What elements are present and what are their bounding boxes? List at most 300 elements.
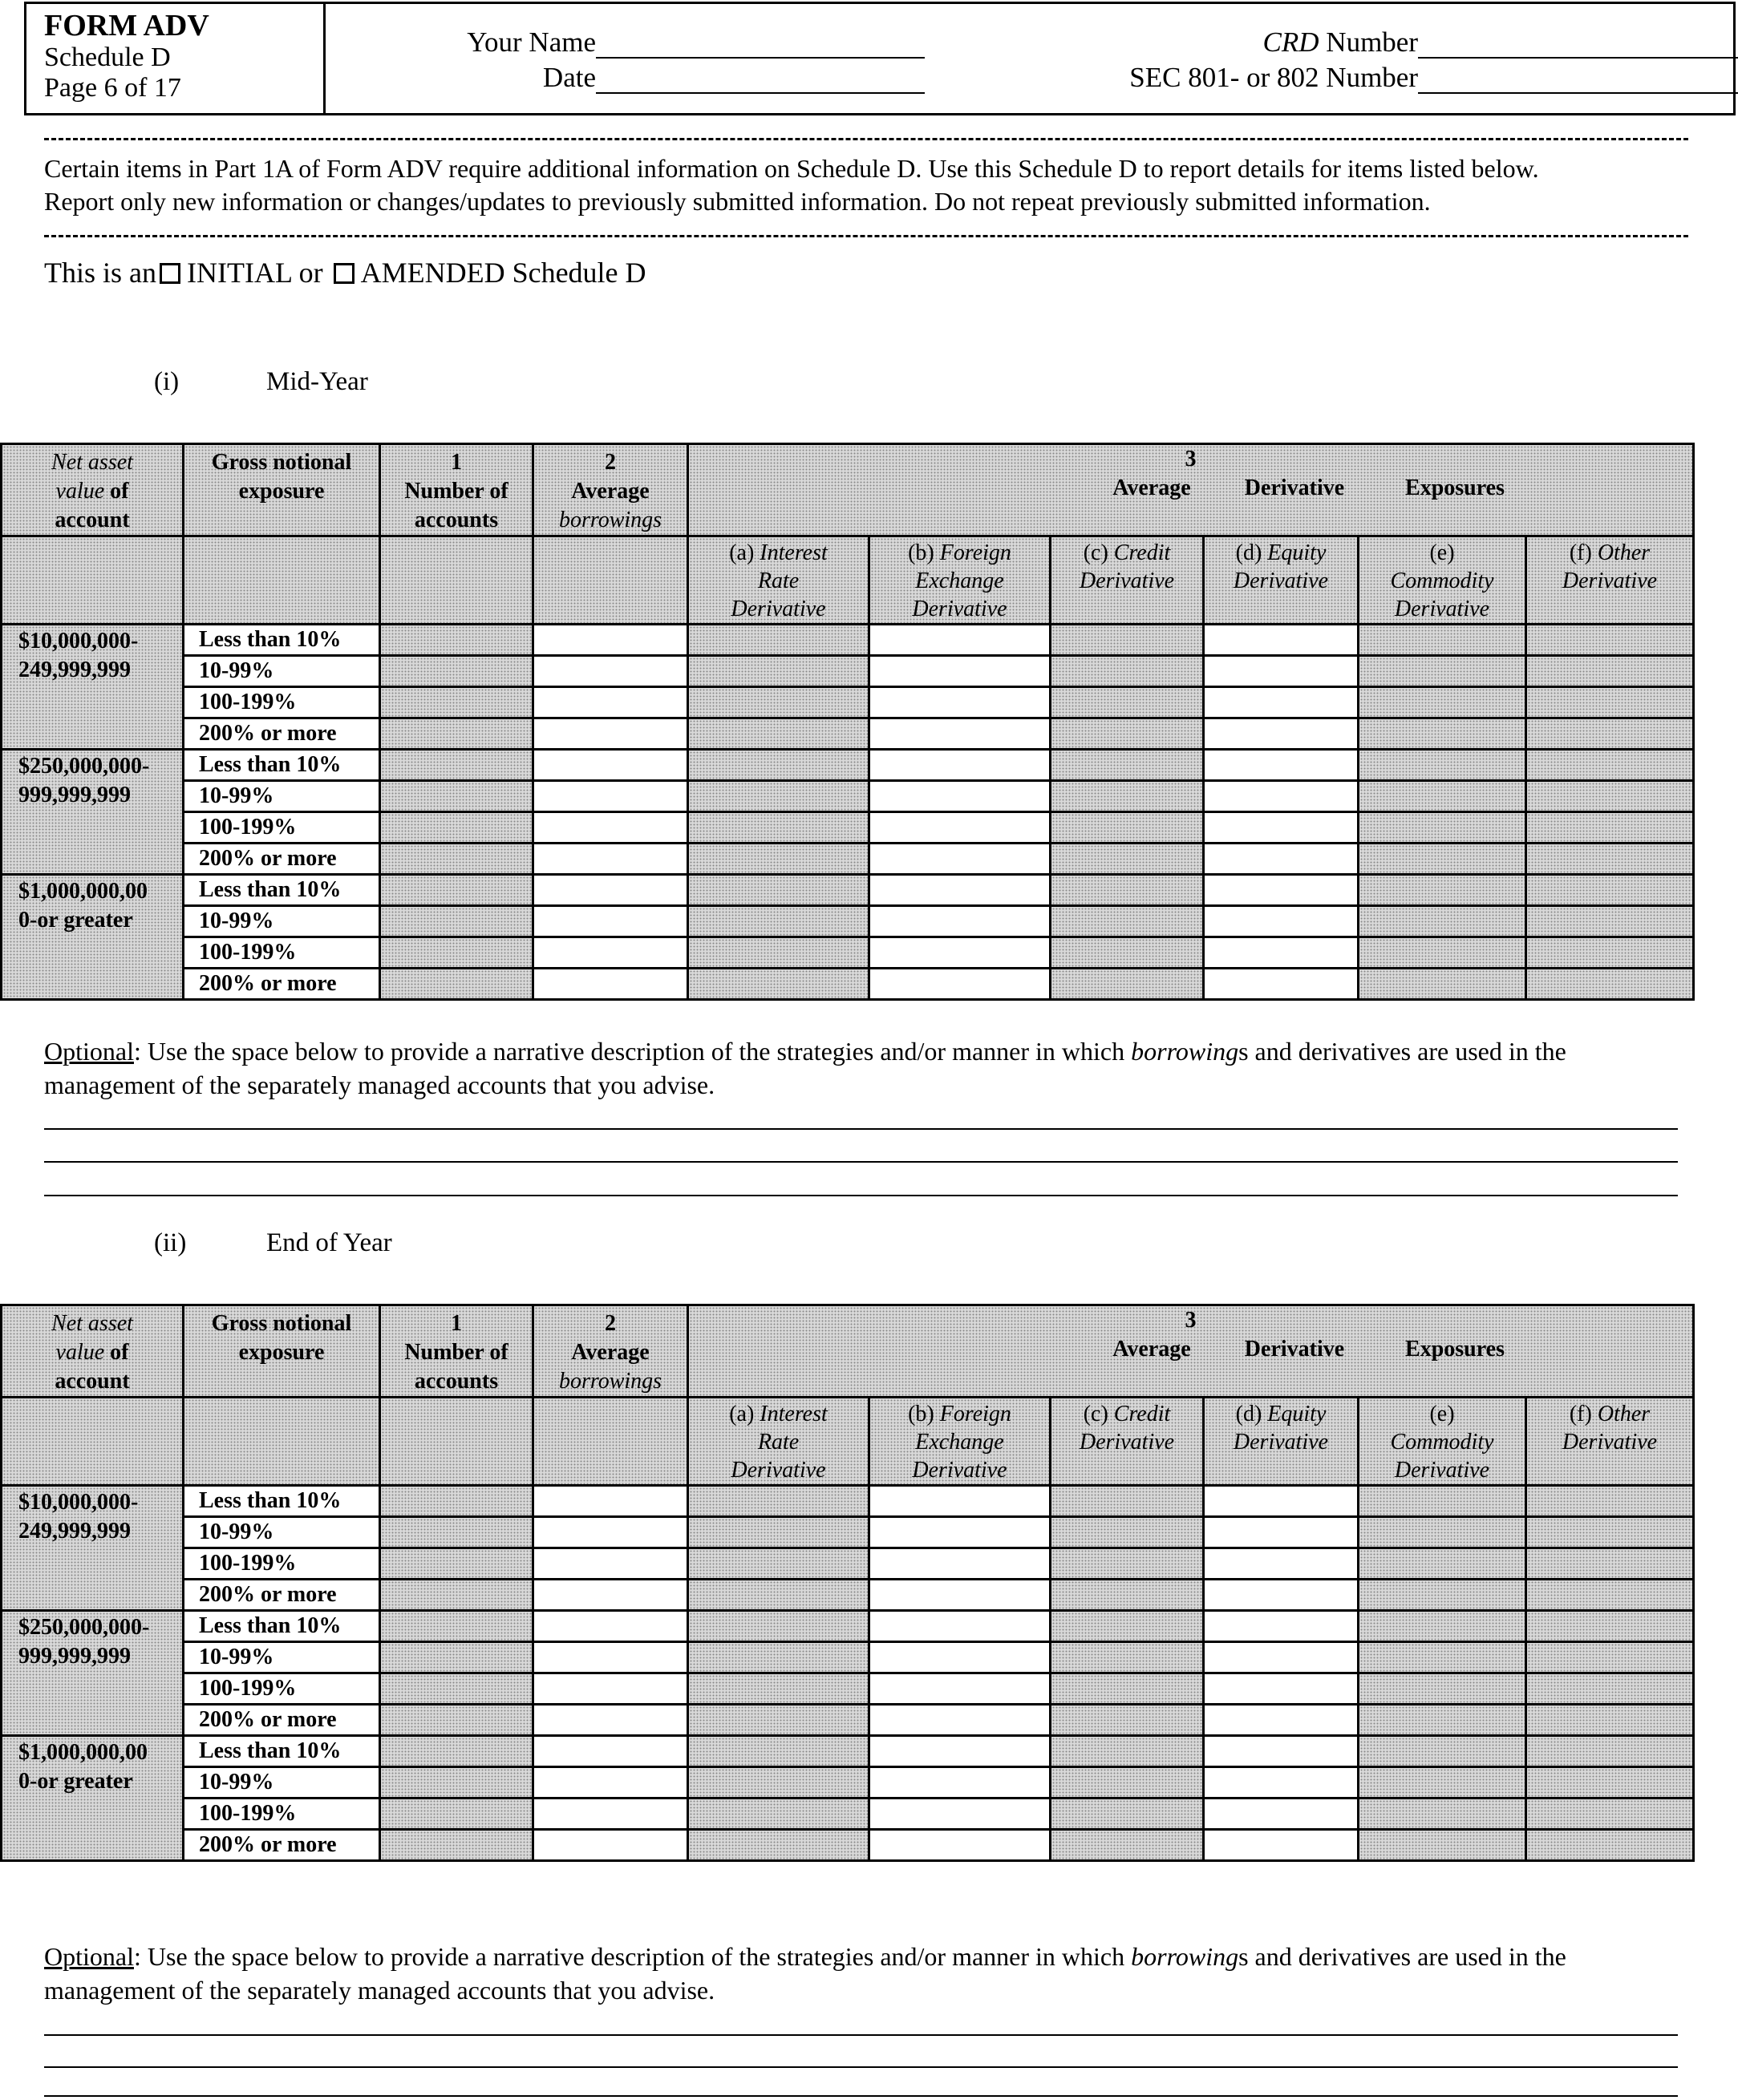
input-cell[interactable] bbox=[1204, 875, 1359, 906]
input-cell[interactable] bbox=[688, 1673, 869, 1705]
input-cell[interactable] bbox=[1051, 1767, 1204, 1799]
input-cell[interactable] bbox=[688, 1548, 869, 1580]
input-cell[interactable] bbox=[1359, 812, 1526, 844]
narrative-line[interactable] bbox=[44, 1195, 1678, 1196]
subcolumn-title: Derivative bbox=[1562, 1430, 1658, 1455]
input-cell[interactable] bbox=[1051, 687, 1204, 718]
input-cell[interactable] bbox=[1359, 1517, 1526, 1548]
input-cell[interactable] bbox=[869, 1830, 1051, 1861]
input-cell[interactable] bbox=[533, 1642, 688, 1673]
input-cell[interactable] bbox=[380, 1611, 533, 1642]
crd-number-text: Number bbox=[1319, 26, 1418, 58]
input-cell[interactable] bbox=[688, 625, 869, 656]
section-number: (i) bbox=[154, 367, 180, 396]
column-number: 2 bbox=[605, 1311, 616, 1336]
input-cell[interactable] bbox=[869, 1642, 1051, 1673]
exposure-range-text: 200% or more bbox=[199, 721, 337, 746]
exposure-range-text: 200% or more bbox=[199, 1832, 337, 1857]
input-cell[interactable] bbox=[1204, 718, 1359, 750]
input-cell[interactable] bbox=[1526, 1830, 1694, 1861]
subcolumn-title: Foreign bbox=[939, 1402, 1011, 1426]
input-cell[interactable] bbox=[1526, 1642, 1694, 1673]
input-cell[interactable] bbox=[1204, 937, 1359, 969]
optional-instructions-line-2: management of the separately managed accounts that you advise. bbox=[44, 1070, 715, 1099]
input-cell[interactable] bbox=[533, 656, 688, 687]
input-cell[interactable] bbox=[380, 1673, 533, 1705]
input-cell[interactable] bbox=[688, 969, 869, 1000]
input-cell[interactable] bbox=[1359, 906, 1526, 937]
input-cell[interactable] bbox=[1204, 1580, 1359, 1611]
input-cell[interactable] bbox=[380, 1642, 533, 1673]
column-title: Number of bbox=[404, 479, 508, 504]
input-cell[interactable] bbox=[688, 718, 869, 750]
column-number: 3 bbox=[1185, 1308, 1197, 1333]
input-cell[interactable] bbox=[533, 969, 688, 1000]
input-cell[interactable] bbox=[533, 844, 688, 875]
input-cell[interactable] bbox=[1051, 906, 1204, 937]
narrative-line[interactable] bbox=[44, 1128, 1678, 1130]
input-cell[interactable] bbox=[533, 1611, 688, 1642]
narrative-line[interactable] bbox=[44, 1161, 1678, 1163]
input-cell[interactable] bbox=[1051, 937, 1204, 969]
input-cell[interactable] bbox=[688, 1736, 869, 1767]
date-line[interactable] bbox=[596, 65, 925, 94]
crd-number-label bbox=[1049, 26, 1418, 59]
input-cell[interactable] bbox=[1359, 750, 1526, 781]
input-cell[interactable] bbox=[869, 875, 1051, 906]
input-cell[interactable] bbox=[533, 1580, 688, 1611]
input-cell[interactable] bbox=[380, 844, 533, 875]
nav-header-text: account bbox=[55, 1369, 130, 1394]
nav-header-text: Net asset bbox=[51, 1311, 133, 1336]
input-cell[interactable] bbox=[380, 687, 533, 718]
form-id-block bbox=[26, 4, 326, 113]
input-cell[interactable] bbox=[869, 812, 1051, 844]
subcolumn-prefix: (e) bbox=[1429, 540, 1455, 565]
input-cell[interactable] bbox=[688, 750, 869, 781]
exposure-range bbox=[184, 1548, 380, 1580]
narrative-line[interactable] bbox=[44, 2034, 1678, 2036]
header-average-derivative-exposures bbox=[688, 1305, 1694, 1398]
input-cell[interactable] bbox=[1204, 1767, 1359, 1799]
input-cell[interactable] bbox=[1526, 718, 1694, 750]
input-cell[interactable] bbox=[1204, 781, 1359, 812]
amended-checkbox[interactable] bbox=[334, 263, 354, 284]
input-cell[interactable] bbox=[380, 1548, 533, 1580]
input-cell[interactable] bbox=[688, 781, 869, 812]
subcolumn-title: Derivative bbox=[1079, 1430, 1175, 1455]
input-cell[interactable] bbox=[1051, 812, 1204, 844]
input-cell[interactable] bbox=[1051, 1611, 1204, 1642]
subcolumn-title: Derivative bbox=[1079, 568, 1175, 593]
input-cell[interactable] bbox=[688, 1799, 869, 1830]
input-cell[interactable] bbox=[688, 1611, 869, 1642]
input-cell[interactable] bbox=[1359, 1580, 1526, 1611]
input-cell[interactable] bbox=[1051, 969, 1204, 1000]
nav-range-text: 0-or greater bbox=[18, 908, 133, 933]
header-commodity-derivative bbox=[1359, 536, 1526, 625]
input-cell[interactable] bbox=[1051, 1673, 1204, 1705]
input-cell[interactable] bbox=[533, 625, 688, 656]
input-cell[interactable] bbox=[1051, 750, 1204, 781]
exposure-range bbox=[184, 1611, 380, 1642]
nav-range-text: 249,999,999 bbox=[18, 1519, 131, 1544]
input-cell[interactable] bbox=[1526, 1611, 1694, 1642]
subcolumn-prefix: (a) bbox=[729, 1402, 760, 1426]
subcolumn-title: Rate bbox=[757, 568, 800, 593]
input-cell[interactable] bbox=[688, 1705, 869, 1736]
input-cell[interactable] bbox=[533, 1486, 688, 1517]
input-cell[interactable] bbox=[1359, 687, 1526, 718]
input-cell[interactable] bbox=[1204, 1548, 1359, 1580]
your-name-field[interactable] bbox=[371, 26, 925, 59]
input-cell[interactable] bbox=[1204, 750, 1359, 781]
input-cell[interactable] bbox=[1204, 906, 1359, 937]
input-cell[interactable] bbox=[1051, 1736, 1204, 1767]
nav-range-text: $1,000,000,00 bbox=[18, 879, 148, 904]
input-cell[interactable] bbox=[380, 718, 533, 750]
input-cell[interactable] bbox=[1359, 969, 1526, 1000]
input-cell[interactable] bbox=[1526, 937, 1694, 969]
header-interest-rate-derivative bbox=[688, 536, 869, 625]
input-cell[interactable] bbox=[533, 937, 688, 969]
input-cell[interactable] bbox=[533, 1799, 688, 1830]
section-number: (ii) bbox=[154, 1228, 187, 1257]
input-cell[interactable] bbox=[688, 656, 869, 687]
input-cell[interactable] bbox=[1204, 844, 1359, 875]
input-cell[interactable] bbox=[688, 844, 869, 875]
schedule-type-line bbox=[44, 255, 646, 290]
input-cell[interactable] bbox=[869, 656, 1051, 687]
nav-range-text: $1,000,000,00 bbox=[18, 1740, 148, 1765]
exposure-range-text: 10-99% bbox=[199, 658, 274, 683]
input-cell[interactable] bbox=[1204, 1611, 1359, 1642]
input-cell[interactable] bbox=[1051, 1830, 1204, 1861]
your-name-label: Your Name bbox=[467, 26, 596, 58]
input-cell[interactable] bbox=[869, 750, 1051, 781]
input-cell[interactable] bbox=[1526, 1580, 1694, 1611]
input-cell[interactable] bbox=[869, 844, 1051, 875]
input-cell[interactable] bbox=[688, 1486, 869, 1517]
input-cell[interactable] bbox=[1359, 1799, 1526, 1830]
input-cell[interactable] bbox=[1204, 812, 1359, 844]
subcolumn-title: Credit bbox=[1113, 540, 1171, 565]
input-cell[interactable] bbox=[1204, 1517, 1359, 1548]
input-cell[interactable] bbox=[380, 1486, 533, 1517]
input-cell[interactable] bbox=[1051, 656, 1204, 687]
input-cell[interactable] bbox=[688, 1517, 869, 1548]
input-cell[interactable] bbox=[1526, 1517, 1694, 1548]
input-cell[interactable] bbox=[1359, 625, 1526, 656]
header-equity-derivative bbox=[1204, 536, 1359, 625]
input-cell[interactable] bbox=[869, 1517, 1051, 1548]
sec-number-field[interactable] bbox=[1049, 62, 1738, 94]
input-cell[interactable] bbox=[869, 687, 1051, 718]
input-cell[interactable] bbox=[1359, 1611, 1526, 1642]
input-cell[interactable] bbox=[869, 969, 1051, 1000]
input-cell[interactable] bbox=[1359, 781, 1526, 812]
input-cell[interactable] bbox=[1051, 1705, 1204, 1736]
input-cell[interactable] bbox=[688, 1830, 869, 1861]
input-cell[interactable] bbox=[869, 1705, 1051, 1736]
section-title: End of Year bbox=[266, 1228, 392, 1257]
input-cell[interactable] bbox=[533, 687, 688, 718]
input-cell[interactable] bbox=[1526, 844, 1694, 875]
exposure-range-text: Less than 10% bbox=[199, 627, 342, 652]
input-cell[interactable] bbox=[380, 906, 533, 937]
input-cell[interactable] bbox=[1526, 1736, 1694, 1767]
column-number: 3 bbox=[1185, 447, 1197, 471]
section-title: Mid-Year bbox=[266, 367, 368, 396]
subcolumn-title: Equity bbox=[1267, 1402, 1327, 1426]
input-cell[interactable] bbox=[1526, 1486, 1694, 1517]
column-title: Exposures bbox=[1405, 1337, 1505, 1362]
input-cell[interactable] bbox=[533, 1673, 688, 1705]
input-cell[interactable] bbox=[1526, 812, 1694, 844]
subcolumn-title: Derivative bbox=[731, 1458, 826, 1483]
input-cell[interactable] bbox=[1359, 656, 1526, 687]
input-cell[interactable] bbox=[1359, 1830, 1526, 1861]
input-cell[interactable] bbox=[1204, 1642, 1359, 1673]
input-cell[interactable] bbox=[1526, 1673, 1694, 1705]
input-cell[interactable] bbox=[380, 656, 533, 687]
input-cell[interactable] bbox=[869, 1673, 1051, 1705]
input-cell[interactable] bbox=[1204, 687, 1359, 718]
input-cell[interactable] bbox=[533, 1705, 688, 1736]
input-cell[interactable] bbox=[380, 1799, 533, 1830]
input-cell[interactable] bbox=[1359, 1705, 1526, 1736]
input-cell[interactable] bbox=[533, 1517, 688, 1548]
input-cell[interactable] bbox=[1359, 718, 1526, 750]
crd-number-field[interactable] bbox=[1049, 26, 1738, 59]
input-cell[interactable] bbox=[380, 1767, 533, 1799]
input-cell[interactable] bbox=[869, 937, 1051, 969]
input-cell[interactable] bbox=[1204, 656, 1359, 687]
date-field[interactable] bbox=[371, 62, 925, 94]
subcolumn-title: Interest bbox=[760, 1402, 828, 1426]
optional-label: Optional bbox=[44, 1942, 134, 1971]
input-cell[interactable] bbox=[688, 875, 869, 906]
input-cell[interactable] bbox=[380, 812, 533, 844]
input-cell[interactable] bbox=[688, 1767, 869, 1799]
exposure-range-text: 100-199% bbox=[199, 940, 297, 965]
input-cell[interactable] bbox=[1526, 781, 1694, 812]
input-cell[interactable] bbox=[1051, 844, 1204, 875]
input-cell[interactable] bbox=[869, 1736, 1051, 1767]
exposure-range bbox=[184, 656, 380, 687]
sec-number-line[interactable] bbox=[1418, 65, 1738, 94]
exposure-range bbox=[184, 1736, 380, 1767]
input-cell[interactable] bbox=[1526, 969, 1694, 1000]
input-cell[interactable] bbox=[1204, 1486, 1359, 1517]
input-cell[interactable] bbox=[869, 1486, 1051, 1517]
input-cell[interactable] bbox=[1204, 1799, 1359, 1830]
input-cell[interactable] bbox=[380, 781, 533, 812]
column-title: borrowings bbox=[558, 508, 662, 532]
input-cell[interactable] bbox=[1359, 875, 1526, 906]
input-cell[interactable] bbox=[380, 1705, 533, 1736]
input-cell[interactable] bbox=[1051, 1642, 1204, 1673]
input-cell[interactable] bbox=[688, 812, 869, 844]
exposure-range-text: 10-99% bbox=[199, 1770, 274, 1795]
input-cell[interactable] bbox=[1359, 1736, 1526, 1767]
input-cell[interactable] bbox=[1526, 687, 1694, 718]
input-cell[interactable] bbox=[1359, 1548, 1526, 1580]
optional-italic-term: borrowing bbox=[1131, 1037, 1239, 1066]
column-title: Average bbox=[1112, 475, 1191, 500]
input-cell[interactable] bbox=[533, 1830, 688, 1861]
input-cell[interactable] bbox=[869, 625, 1051, 656]
input-cell[interactable] bbox=[1204, 1705, 1359, 1736]
input-cell[interactable] bbox=[533, 812, 688, 844]
optional-text: s and derivatives are used in the bbox=[1238, 1037, 1566, 1066]
input-cell[interactable] bbox=[1051, 718, 1204, 750]
input-cell[interactable] bbox=[1204, 969, 1359, 1000]
input-cell[interactable] bbox=[533, 875, 688, 906]
subcolumn-title: Derivative bbox=[731, 597, 826, 621]
header-blank bbox=[533, 536, 688, 625]
page-number: Page 6 of 17 bbox=[44, 73, 181, 103]
header-blank bbox=[184, 536, 380, 625]
input-cell[interactable] bbox=[869, 1611, 1051, 1642]
input-cell[interactable] bbox=[533, 718, 688, 750]
subcolumn-prefix: (f) bbox=[1569, 540, 1598, 565]
input-cell[interactable] bbox=[1526, 625, 1694, 656]
input-cell[interactable] bbox=[1526, 1548, 1694, 1580]
exposure-range-text: 200% or more bbox=[199, 1582, 337, 1607]
input-cell[interactable] bbox=[1526, 906, 1694, 937]
your-name-line[interactable] bbox=[596, 30, 925, 59]
input-cell[interactable] bbox=[1359, 1486, 1526, 1517]
input-cell[interactable] bbox=[1204, 625, 1359, 656]
subcolumn-prefix: (a) bbox=[729, 540, 760, 565]
input-cell[interactable] bbox=[869, 1799, 1051, 1830]
exposure-range bbox=[184, 1830, 380, 1861]
input-cell[interactable] bbox=[1526, 1799, 1694, 1830]
input-cell[interactable] bbox=[380, 750, 533, 781]
column-number: 1 bbox=[451, 1311, 462, 1336]
input-cell[interactable] bbox=[688, 1580, 869, 1611]
subcolumn-prefix: (d) bbox=[1235, 1402, 1268, 1426]
exposure-range bbox=[184, 1486, 380, 1517]
input-cell[interactable] bbox=[1204, 1736, 1359, 1767]
input-cell[interactable] bbox=[1526, 656, 1694, 687]
subcolumn-title: Derivative bbox=[1394, 597, 1490, 621]
subcolumn-title: Derivative bbox=[1394, 1458, 1490, 1483]
intro-line-2: Report only new information or changes/updates to previously submitted information. Do not repeat previously submitted information. bbox=[44, 187, 1431, 216]
input-cell[interactable] bbox=[1359, 1673, 1526, 1705]
input-cell[interactable] bbox=[533, 1548, 688, 1580]
input-cell[interactable] bbox=[380, 937, 533, 969]
net-asset-value-range bbox=[2, 750, 184, 875]
nav-range-text: $10,000,000- bbox=[18, 1490, 139, 1515]
exposure-range bbox=[184, 937, 380, 969]
header-average-derivative-exposures bbox=[688, 444, 1694, 536]
input-cell[interactable] bbox=[1051, 1799, 1204, 1830]
exposure-range bbox=[184, 812, 380, 844]
input-cell[interactable] bbox=[869, 1767, 1051, 1799]
input-cell[interactable] bbox=[1051, 1548, 1204, 1580]
input-cell[interactable] bbox=[380, 969, 533, 1000]
input-cell[interactable] bbox=[688, 906, 869, 937]
input-cell[interactable] bbox=[1359, 844, 1526, 875]
header-average-borrowings bbox=[533, 1305, 688, 1398]
input-cell[interactable] bbox=[1051, 1580, 1204, 1611]
input-cell[interactable] bbox=[1359, 1767, 1526, 1799]
input-cell[interactable] bbox=[1051, 1486, 1204, 1517]
exposure-range-text: Less than 10% bbox=[199, 752, 342, 777]
initial-checkbox[interactable] bbox=[160, 263, 180, 284]
narrative-line[interactable] bbox=[44, 2095, 1678, 2097]
exposure-range bbox=[184, 906, 380, 937]
input-cell[interactable] bbox=[533, 750, 688, 781]
exposure-range-text: 200% or more bbox=[199, 1707, 337, 1732]
amended-label: AMENDED Schedule D bbox=[360, 257, 646, 289]
input-cell[interactable] bbox=[688, 937, 869, 969]
input-cell[interactable] bbox=[869, 781, 1051, 812]
input-cell[interactable] bbox=[380, 1736, 533, 1767]
exposure-range bbox=[184, 1767, 380, 1799]
input-cell[interactable] bbox=[533, 1736, 688, 1767]
input-cell[interactable] bbox=[1359, 937, 1526, 969]
nav-range-text: 999,999,999 bbox=[18, 1644, 131, 1669]
optional-text: s and derivatives are used in the bbox=[1238, 1942, 1566, 1971]
subcolumn-title: Derivative bbox=[1562, 568, 1658, 593]
header-blank bbox=[380, 1398, 533, 1486]
nav-range-text: $250,000,000- bbox=[18, 1615, 150, 1640]
input-cell[interactable] bbox=[1359, 1642, 1526, 1673]
input-cell[interactable] bbox=[380, 1580, 533, 1611]
input-cell[interactable] bbox=[380, 625, 533, 656]
subcolumn-title: Derivative bbox=[912, 1458, 1007, 1483]
intro-line-1: Certain items in Part 1A of Form ADV require additional information on Schedule D. Use this Schedule D to report details for items listed below. bbox=[44, 154, 1539, 183]
input-cell[interactable] bbox=[533, 906, 688, 937]
input-cell[interactable] bbox=[1204, 1830, 1359, 1861]
input-cell[interactable] bbox=[688, 1642, 869, 1673]
input-cell[interactable] bbox=[869, 906, 1051, 937]
input-cell[interactable] bbox=[869, 1548, 1051, 1580]
nav-range-text: $250,000,000- bbox=[18, 754, 150, 779]
input-cell[interactable] bbox=[1526, 1767, 1694, 1799]
input-cell[interactable] bbox=[380, 875, 533, 906]
input-cell[interactable] bbox=[533, 1767, 688, 1799]
input-cell[interactable] bbox=[1051, 781, 1204, 812]
input-cell[interactable] bbox=[1051, 875, 1204, 906]
input-cell[interactable] bbox=[380, 1517, 533, 1548]
input-cell[interactable] bbox=[1526, 750, 1694, 781]
header-blank bbox=[380, 536, 533, 625]
input-cell[interactable] bbox=[380, 1830, 533, 1861]
input-cell[interactable] bbox=[688, 687, 869, 718]
gross-header-text: exposure bbox=[238, 1340, 325, 1365]
input-cell[interactable] bbox=[1051, 1517, 1204, 1548]
input-cell[interactable] bbox=[1526, 1705, 1694, 1736]
narrative-line[interactable] bbox=[44, 2066, 1678, 2068]
input-cell[interactable] bbox=[869, 1580, 1051, 1611]
subcolumn-title: Foreign bbox=[939, 540, 1011, 565]
input-cell[interactable] bbox=[1526, 875, 1694, 906]
crd-number-line[interactable] bbox=[1418, 30, 1738, 59]
input-cell[interactable] bbox=[1051, 625, 1204, 656]
subcolumn-prefix: (d) bbox=[1235, 540, 1268, 565]
subcolumn-title: Derivative bbox=[1233, 1430, 1329, 1455]
schedule-type-prefix: This is an bbox=[44, 257, 156, 289]
input-cell[interactable] bbox=[533, 781, 688, 812]
nav-header-text: account bbox=[55, 508, 130, 532]
initial-label: INITIAL or bbox=[187, 257, 323, 289]
input-cell[interactable] bbox=[869, 718, 1051, 750]
input-cell[interactable] bbox=[1204, 1673, 1359, 1705]
